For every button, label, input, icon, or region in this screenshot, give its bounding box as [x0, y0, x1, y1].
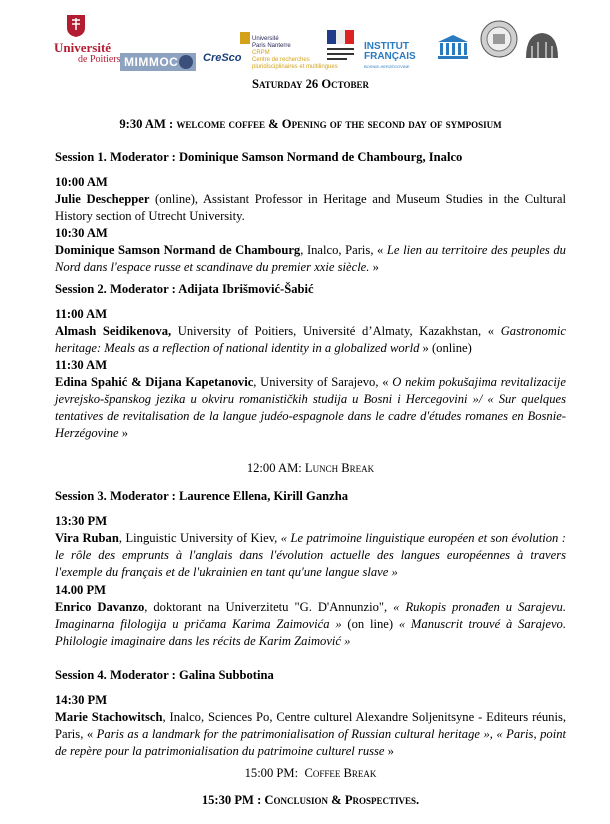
- french-republic-logo-icon: [325, 28, 357, 64]
- institut-line3: BOSNIE-HERZÉGOVINE: [364, 64, 410, 69]
- talk-5-entry: [55, 530, 566, 581]
- talk-time: 10:30 AM: [55, 226, 108, 240]
- talk-3-entry: [55, 323, 566, 357]
- speaker-name: Dominique Samson Normand de Chambourg: [55, 243, 301, 257]
- unesco-temple-icon: [436, 34, 470, 60]
- session-1-title: [55, 149, 566, 166]
- talk-1-entry: [55, 191, 566, 225]
- seal-icon: [480, 16, 518, 62]
- speaker-name: Enrico Davanzo: [55, 600, 145, 614]
- speaker-affiliation: (online), Assistant Professor in Heritage and Museum Studies in the Cultural History section of Utrecht University.: [55, 192, 567, 223]
- talk-time: 11:30 AM: [55, 358, 108, 372]
- paris-nanterre-line1: Université: [252, 36, 279, 42]
- welcome-line: [55, 116, 566, 133]
- poitiers-logo-subtext: de Poitiers: [78, 54, 121, 65]
- session-2-title: [55, 281, 566, 298]
- paris-nanterre-line5: pluridisciplinaires et multilingues: [252, 64, 338, 70]
- closing-time: 15:30 PM :: [201, 793, 265, 807]
- welcome-text: welcome coffee & Opening of the second day of symposium: [176, 117, 502, 131]
- lunch-break: [55, 460, 566, 477]
- speaker-affiliation: , Inalco, Sciences Po, Centre culturel Alexandre Soljenitsyne - Editeurs réunis, Paris, «: [55, 710, 566, 741]
- talk-title: Gastronomic heritage: Meals as a reflection of national identity in a globalized world: [55, 324, 566, 355]
- session-1-title-text: Session 1. Moderator : Dominique Samson Normand de Chambourg, Inalco: [55, 150, 463, 164]
- welcome-time: 9:30 AM :: [119, 117, 174, 131]
- speaker-name: Vira Ruban: [55, 531, 119, 545]
- speaker-affiliation: , University of Sarajevo, «: [253, 375, 393, 389]
- lunch-time: 12:00 AM:: [246, 461, 305, 475]
- speaker-affiliation: University of Poitiers, Université d’Almaty, Kazakhstan, «: [171, 324, 501, 338]
- building-emblem-icon: [524, 30, 560, 60]
- talk-tail: » (online): [419, 341, 472, 355]
- logo-bar: [0, 14, 610, 70]
- day-title: Saturday 26 October: [251, 77, 370, 91]
- talk-tail: »: [118, 426, 129, 440]
- coffee-break: [55, 765, 566, 782]
- talk-4-time: [55, 357, 566, 374]
- coffee-label: Coffee Break: [304, 766, 377, 780]
- paris-nanterre-line2: Paris Nanterre: [252, 43, 291, 49]
- talk-title: Paris as a landmark for the patrimonialisation of Russian cultural heritage », « Paris, point de repère pour la patrimonialisation du patrimoine culturel russe: [55, 727, 566, 758]
- talk-2-time: [55, 225, 566, 242]
- coffee-time: 15:00 PM:: [244, 766, 305, 780]
- paris-nanterre-mark-icon: [240, 32, 250, 44]
- talk-time: 14:30 PM: [55, 693, 108, 707]
- speaker-name: Edina Spahić & Dijana Kapetanovic: [55, 375, 254, 389]
- talk-tail: »: [369, 260, 379, 274]
- day-heading: [55, 76, 566, 93]
- talk-6-entry: [55, 599, 566, 650]
- talk-title: « Le patrimoine linguistique européen et son évolution : le rôle des emprunts à l'anglais dans l'évolution actuelle des langues européennes à travers l'exemple du français et de l'ukrainien en tant qu'une langue slave »: [55, 531, 566, 579]
- institut-francais-logo: [364, 42, 416, 72]
- talk-time: 14.00 PM: [55, 583, 107, 597]
- poitiers-logo-text: Université: [54, 40, 112, 55]
- talk-7-time: [55, 692, 566, 709]
- talk-title: « Rukopis pronađen u Sarajevu. Imaginarna filologija u pričama Karima Zaimovića »: [55, 600, 567, 631]
- lunch-label: Lunch Break: [304, 461, 375, 475]
- session-4-title-text: Session 4. Moderator : Galina Subbotina: [55, 668, 274, 682]
- talk-title: O nekim pokušajima revitalizacije jevrejsko-španskog jezika u okviru romanističkih studija u Bosni i Hercegovini »/ « Sur quelques tentatives de revitalisation de la langue judéo-espagnole dans le cadre d'études romanes en Bosnie-Herzégovine: [55, 375, 566, 440]
- talk-title-translation: « Manuscrit trouvé à Sarajevo. Philologie imaginaire dans les récits de Karim Zaimović »: [55, 617, 566, 648]
- speaker-name: Julie Deschepper: [55, 192, 150, 206]
- talk-1-time: [55, 174, 566, 191]
- talk-6-time: [55, 582, 566, 599]
- session-3-title-text: Session 3. Moderator : Laurence Ellena, Kirill Ganzha: [55, 489, 349, 503]
- talk-2-entry: [55, 242, 566, 276]
- institut-line1: INSTITUT: [364, 41, 409, 52]
- speaker-affiliation: , doktorant na Univerzitetu "G. D'Annunzio",: [144, 600, 394, 614]
- speaker-name: Almash Seidikenova,: [55, 324, 172, 338]
- speaker-affiliation: , Inalco, Paris, «: [300, 243, 387, 257]
- talk-7-entry: [55, 709, 566, 760]
- paris-nanterre-line4: Centre de recherches: [252, 57, 310, 63]
- talk-tail: (on line): [341, 617, 399, 631]
- mimmoc-logo: MIMMOC: [120, 53, 196, 71]
- talk-5-time: [55, 513, 566, 530]
- mimmoc-badge-icon: [178, 54, 194, 70]
- speaker-affiliation: , Linguistic University of Kiev,: [118, 531, 281, 545]
- closing-line: [55, 792, 566, 809]
- cresco-logo: CreSco: [203, 52, 242, 64]
- paris-nanterre-line3: CRPM: [252, 50, 270, 56]
- talk-title: Le lien au territoire des peuples du Nord dans l'espace russe et scandinave du premier xxie siècle.: [55, 243, 566, 274]
- talk-3-time: [55, 306, 566, 323]
- poitiers-crest-icon: [66, 14, 86, 38]
- session-4-title: [55, 667, 566, 684]
- talk-time: 11:00 AM: [55, 307, 108, 321]
- closing-label: Conclusion & Prospectives.: [264, 793, 420, 807]
- talk-4-entry: [55, 374, 566, 442]
- institut-line2: FRANÇAIS: [364, 51, 416, 62]
- talk-tail: »: [384, 744, 394, 758]
- talk-time: 13:30 PM: [55, 514, 108, 528]
- session-3-title: [55, 488, 566, 505]
- speaker-name: Marie Stachowitsch: [55, 710, 163, 724]
- session-2-title-text: Session 2. Moderator : Adijata Ibrišmović-Šabić: [55, 282, 314, 296]
- talk-time: 10:00 AM: [55, 175, 108, 189]
